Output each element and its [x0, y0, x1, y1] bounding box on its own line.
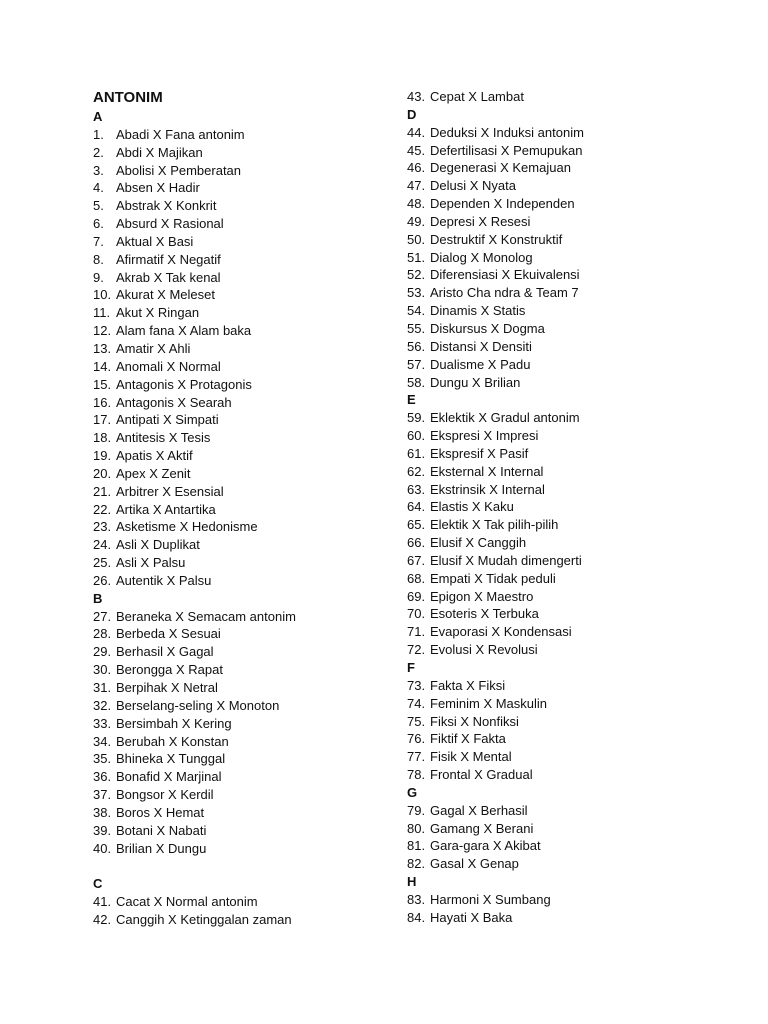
item-text: Asketisme X Hedonisme: [116, 519, 258, 535]
item-number: 44.: [407, 124, 426, 140]
item-number: 29.: [93, 644, 112, 660]
item-number: 69.: [407, 588, 426, 604]
item-text: Empati X Tidak peduli: [430, 570, 556, 586]
list-item: [407, 641, 707, 659]
item-number: 67.: [407, 552, 426, 568]
item-text: Defertilisasi X Pemupukan: [430, 142, 583, 158]
list-item: [93, 661, 393, 679]
item-number: 36.: [93, 769, 112, 785]
item-text: Cacat X Normal antonim: [116, 894, 258, 910]
list-item: [407, 552, 707, 570]
item-text: Deduksi X Induksi antonim: [430, 124, 584, 140]
list-item: [407, 302, 707, 320]
item-number: 63.: [407, 481, 426, 497]
item-text: Gamang X Berani: [430, 820, 534, 836]
item-number: 32.: [93, 697, 112, 713]
list-item: [407, 623, 707, 641]
item-number: 39.: [93, 822, 112, 838]
list-item: [93, 643, 393, 661]
item-text: Abdi X Majikan: [116, 144, 203, 160]
item-text: Berubah X Konstan: [116, 733, 229, 749]
item-text: Bersimbah X Kering: [116, 715, 232, 731]
item-number: 3.: [93, 162, 104, 178]
item-text: Frontal X Gradual: [430, 767, 533, 783]
list-item: [407, 855, 707, 873]
item-number: 37.: [93, 787, 112, 803]
item-number: 34.: [93, 733, 112, 749]
item-text: Fakta X Fiksi: [430, 677, 506, 693]
item-text: Abolisi X Pemberatan: [116, 162, 242, 178]
list-item: [93, 536, 393, 554]
item-text: Esoteris X Terbuka: [430, 606, 539, 622]
list-item: [93, 572, 393, 590]
item-text: Dialog X Monolog: [430, 249, 533, 265]
item-text: Degenerasi X Kemajuan: [430, 160, 571, 176]
item-text: Beraneka X Semacam antonim: [116, 608, 296, 624]
list-item: [407, 427, 707, 445]
list-item: [407, 766, 707, 784]
list-item: [407, 802, 707, 820]
section-letter: A: [93, 109, 103, 124]
item-number: 15.: [93, 376, 112, 392]
item-text: Dinamis X Statis: [430, 303, 526, 319]
item-number: 51.: [407, 249, 426, 265]
item-text: Anomali X Normal: [116, 358, 221, 374]
list-item: [93, 411, 393, 429]
list-item: [93, 608, 393, 626]
item-text: Bonafid X Marjinal: [116, 769, 222, 785]
list-item: [407, 195, 707, 213]
item-number: 45.: [407, 142, 426, 158]
item-number: 57.: [407, 356, 426, 372]
list-item: [407, 445, 707, 463]
list-item: [407, 891, 707, 909]
item-text: Antagonis X Searah: [116, 394, 232, 410]
item-text: Berhasil X Gagal: [116, 644, 214, 660]
item-text: Elektik X Tak pilih-pilih: [430, 517, 559, 533]
item-number: 81.: [407, 838, 426, 854]
item-number: 48.: [407, 196, 426, 212]
item-text: Dependen X Independen: [430, 196, 575, 212]
item-number: 41.: [93, 894, 112, 910]
list-item: [93, 501, 393, 519]
item-number: 47.: [407, 178, 426, 194]
list-item: [407, 516, 707, 534]
list-item: [93, 358, 393, 376]
item-text: Arbitrer X Esensial: [116, 483, 224, 499]
list-item: [93, 697, 393, 715]
item-text: Hayati X Baka: [430, 909, 513, 925]
item-number: 35.: [93, 751, 112, 767]
item-number: 2.: [93, 144, 104, 160]
right-column: [407, 88, 707, 927]
list-item: [93, 304, 393, 322]
item-text: Delusi X Nyata: [430, 178, 516, 194]
list-item: [93, 215, 393, 233]
item-number: 76.: [407, 731, 426, 747]
item-number: 23.: [93, 519, 112, 535]
item-number: 52.: [407, 267, 426, 283]
item-number: 74.: [407, 695, 426, 711]
list-item: [93, 340, 393, 358]
item-number: 56.: [407, 338, 426, 354]
item-number: 50.: [407, 231, 426, 247]
list-item: [93, 911, 393, 929]
item-text: Destruktif X Konstruktif: [430, 231, 563, 247]
item-text: Antagonis X Protagonis: [116, 376, 252, 392]
list-item: [93, 483, 393, 501]
item-number: 8.: [93, 251, 104, 267]
item-number: 55.: [407, 320, 426, 336]
item-text: Absen X Hadir: [116, 180, 200, 196]
item-number: 54.: [407, 303, 426, 319]
list-item: [407, 249, 707, 267]
list-item: [93, 322, 393, 340]
item-number: 11.: [93, 305, 111, 321]
item-text: Epigon X Maestro: [430, 588, 534, 604]
item-text: Boros X Hemat: [116, 804, 205, 820]
item-number: 83.: [407, 891, 426, 907]
item-number: 22.: [93, 501, 112, 517]
list-item: [407, 677, 707, 695]
list-item: [407, 409, 707, 427]
item-number: 80.: [407, 820, 426, 836]
item-number: 70.: [407, 606, 426, 622]
item-text: Apex X Zenit: [116, 465, 191, 481]
list-item: [93, 822, 393, 840]
item-text: Diskursus X Dogma: [430, 320, 545, 336]
list-item: [407, 320, 707, 338]
list-item: [407, 605, 707, 623]
left-column: [93, 88, 393, 929]
item-text: Ekstrinsik X Internal: [430, 481, 545, 497]
item-number: 61.: [407, 445, 426, 461]
item-text: Fiksi X Nonfiksi: [430, 713, 519, 729]
item-number: 79.: [407, 802, 426, 818]
list-item: [407, 124, 707, 142]
list-item: [407, 338, 707, 356]
item-number: 77.: [407, 749, 426, 765]
list-item: [407, 177, 707, 195]
list-item: [407, 909, 707, 927]
item-number: 75.: [407, 713, 426, 729]
item-text: Depresi X Resesi: [430, 213, 531, 229]
item-text: Eksternal X Internal: [430, 463, 544, 479]
list-item: [407, 142, 707, 160]
list-item: [407, 213, 707, 231]
section-letter: E: [407, 392, 416, 408]
list-item: [407, 730, 707, 748]
list-item: [407, 266, 707, 284]
item-text: Absurd X Rasional: [116, 216, 224, 232]
section-letter: B: [93, 590, 103, 606]
item-text: Asli X Palsu: [116, 555, 186, 571]
section-letter: H: [407, 874, 417, 890]
item-number: 66.: [407, 535, 426, 551]
item-number: 26.: [93, 572, 112, 588]
item-text: Distansi X Densiti: [430, 338, 532, 354]
list-item: [93, 251, 393, 269]
item-number: 13.: [93, 340, 112, 356]
list-item: [93, 804, 393, 822]
blank-line: [93, 857, 393, 875]
item-number: 82.: [407, 856, 426, 872]
list-item: [407, 588, 707, 606]
item-text: Autentik X Palsu: [116, 572, 212, 588]
item-text: Artika X Antartika: [116, 501, 216, 517]
item-text: Cepat X Lambat: [430, 89, 524, 104]
section-letter: C: [93, 876, 103, 892]
item-number: 25.: [93, 555, 112, 571]
list-item: [407, 820, 707, 838]
list-item: [407, 748, 707, 766]
item-number: 71.: [407, 624, 426, 640]
item-text: Brilian X Dungu: [116, 840, 207, 856]
item-number: 43.: [407, 89, 426, 104]
list-item: [93, 733, 393, 751]
list-item: [407, 534, 707, 552]
item-text: Berselang-seling X Monoton: [116, 697, 280, 713]
item-text: Eklektik X Gradul antonim: [430, 410, 580, 426]
item-number: 1.: [93, 126, 104, 142]
list-item: [407, 481, 707, 499]
item-number: 30.: [93, 662, 112, 678]
item-text: Fiktif X Fakta: [430, 731, 506, 747]
item-number: 72.: [407, 642, 426, 658]
item-number: 38.: [93, 804, 112, 820]
page-title: ANTONIM: [93, 89, 163, 106]
item-number: 14.: [93, 358, 112, 374]
item-number: 73.: [407, 677, 426, 693]
item-number: 46.: [407, 160, 426, 176]
item-number: 40.: [93, 840, 112, 856]
item-number: 27.: [93, 608, 112, 624]
item-number: 5.: [93, 198, 104, 214]
item-number: 53.: [407, 285, 426, 301]
item-number: 7.: [93, 233, 104, 249]
item-number: 33.: [93, 715, 112, 731]
list-item: [93, 786, 393, 804]
list-item: [407, 837, 707, 855]
section-letter: F: [407, 660, 415, 675]
item-text: Bhineka X Tunggal: [116, 751, 226, 767]
item-number: 64.: [407, 499, 426, 515]
item-text: Diferensiasi X Ekuivalensi: [430, 267, 580, 283]
item-number: 62.: [407, 463, 426, 479]
section-letter: D: [407, 106, 417, 122]
item-text: Asli X Duplikat: [116, 537, 200, 553]
item-number: 12.: [93, 323, 112, 339]
list-item: [93, 394, 393, 412]
item-text: Apatis X Aktif: [116, 448, 193, 464]
list-item: [93, 162, 393, 180]
item-number: 10.: [93, 287, 112, 303]
list-item: [93, 768, 393, 786]
list-item: [407, 713, 707, 731]
item-text: Harmoni X Sumbang: [430, 891, 551, 907]
item-text: Fisik X Mental: [430, 749, 512, 765]
list-item: [93, 840, 393, 858]
item-number: 59.: [407, 410, 426, 426]
item-text: Akrab X Tak kenal: [116, 269, 221, 285]
list-item: [93, 715, 393, 733]
item-text: Gagal X Berhasil: [430, 802, 528, 818]
item-text: Aristo Cha ndra & Team 7: [430, 285, 579, 301]
item-text: Botani X Nabati: [116, 822, 207, 838]
list-item: [93, 286, 393, 304]
list-item: [93, 126, 393, 144]
list-item: [93, 893, 393, 911]
item-text: Gasal X Genap: [430, 856, 519, 872]
list-item: [407, 356, 707, 374]
item-text: Elastis X Kaku: [430, 499, 514, 515]
list-item: [93, 429, 393, 447]
item-number: 24.: [93, 537, 112, 553]
section-letter: G: [407, 784, 418, 800]
list-item: [93, 197, 393, 215]
list-item: [407, 374, 707, 392]
list-item: [93, 679, 393, 697]
item-number: 65.: [407, 517, 426, 533]
item-number: 60.: [407, 428, 426, 444]
item-text: Abadi X Fana antonim: [116, 126, 245, 142]
item-text: Dualisme X Padu: [430, 356, 531, 372]
item-text: Alam fana X Alam baka: [116, 323, 252, 339]
item-number: 84.: [407, 909, 426, 925]
item-number: 31.: [93, 680, 112, 695]
list-item: [407, 463, 707, 481]
list-item: [93, 465, 393, 483]
item-text: Abstrak X Konkrit: [116, 198, 217, 214]
item-text: Dungu X Brilian: [430, 374, 521, 390]
list-item: [407, 498, 707, 516]
item-number: 49.: [407, 213, 426, 229]
item-text: Amatir X Ahli: [116, 340, 191, 356]
list-item: [407, 284, 707, 302]
list-item: [407, 570, 707, 588]
list-item: [93, 144, 393, 162]
item-number: 20.: [93, 465, 112, 481]
list-item: [93, 179, 393, 197]
list-item: [407, 88, 707, 106]
item-text: Feminim X Maskulin: [430, 695, 548, 711]
item-text: Berpihak X Netral: [116, 680, 218, 695]
list-item: [93, 376, 393, 394]
item-text: Aktual X Basi: [116, 233, 194, 249]
list-item: [407, 159, 707, 177]
list-item: [93, 518, 393, 536]
item-text: Gara-gara X Akibat: [430, 838, 541, 854]
item-number: 78.: [407, 767, 426, 783]
item-text: Afirmatif X Negatif: [116, 251, 221, 267]
list-item: [93, 447, 393, 465]
list-item: [93, 554, 393, 572]
list-item: [93, 625, 393, 643]
list-item: [93, 269, 393, 287]
item-text: Bongsor X Kerdil: [116, 787, 214, 803]
item-number: 19.: [93, 448, 112, 464]
item-number: 16.: [93, 394, 112, 410]
item-number: 21.: [93, 483, 112, 499]
item-text: Evaporasi X Kondensasi: [430, 624, 572, 640]
list-item: [93, 750, 393, 768]
item-text: Canggih X Ketinggalan zaman: [116, 911, 292, 927]
item-text: Antitesis X Tesis: [116, 430, 211, 446]
item-number: 6.: [93, 216, 104, 232]
item-number: 9.: [93, 269, 104, 285]
item-number: 68.: [407, 570, 426, 586]
item-number: 18.: [93, 430, 112, 446]
item-text: Akut X Ringan: [116, 305, 200, 321]
item-text: Evolusi X Revolusi: [430, 642, 538, 658]
item-text: Ekspresi X Impresi: [430, 428, 539, 444]
item-number: 28.: [93, 626, 112, 642]
item-number: 42.: [93, 911, 112, 927]
item-text: Akurat X Meleset: [116, 287, 215, 303]
item-number: 4.: [93, 180, 104, 196]
item-text: Berbeda X Sesuai: [116, 626, 221, 642]
item-text: Berongga X Rapat: [116, 662, 223, 678]
item-number: 17.: [93, 412, 112, 428]
list-item: [407, 695, 707, 713]
item-text: Elusif X Mudah dimengerti: [430, 552, 582, 568]
item-text: Ekspresif X Pasif: [430, 445, 529, 461]
item-text: Elusif X Canggih: [430, 535, 527, 551]
list-item: [407, 231, 707, 249]
item-number: 58.: [407, 374, 426, 390]
item-text: Antipati X Simpati: [116, 412, 219, 428]
list-item: [93, 233, 393, 251]
